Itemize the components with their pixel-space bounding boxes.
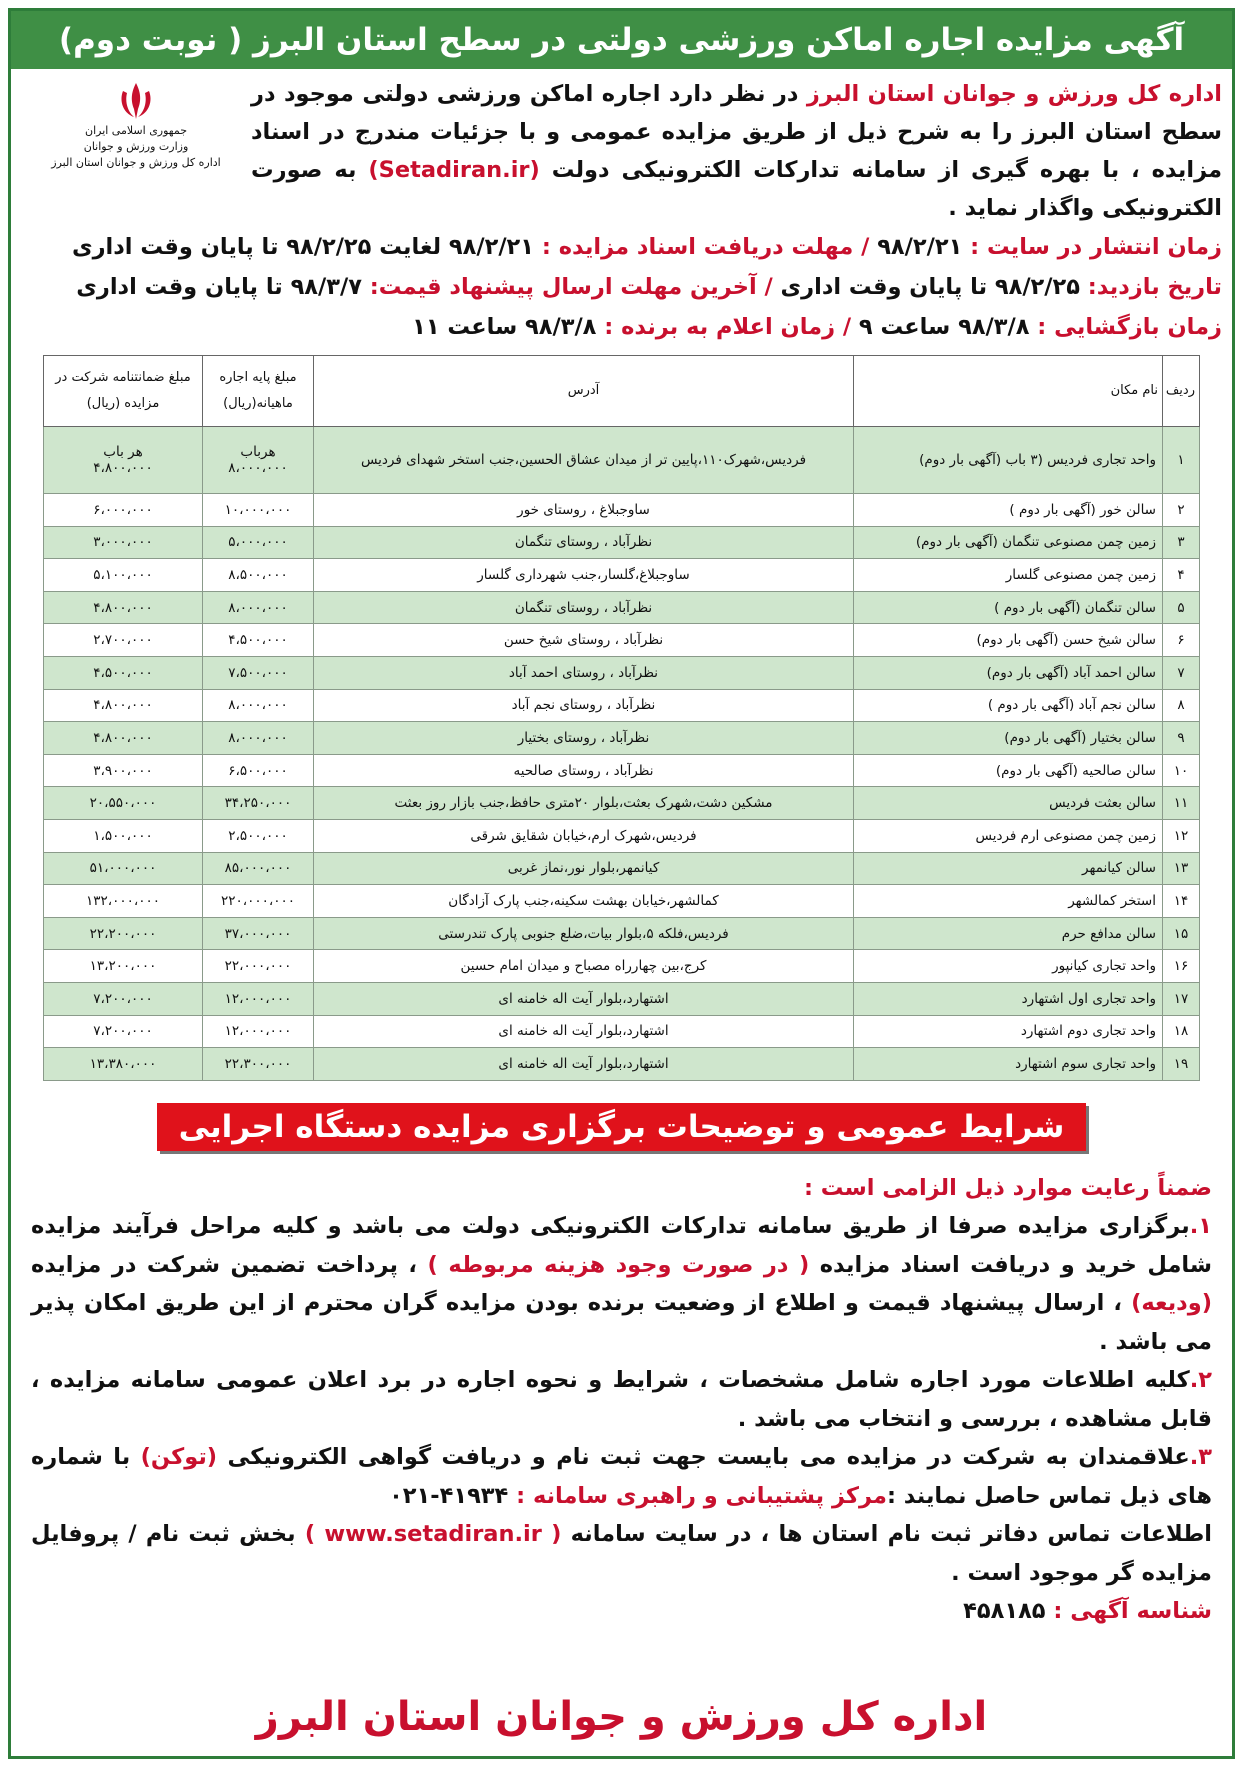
condition-4 [31,1515,1212,1592]
venue-name-text: سالن خور (آگهی بار دوم ) [1009,501,1156,518]
conditions-banner: شرایط عمومی و توضیحات برگزاری مزایده دستگاه اجرایی [157,1103,1087,1151]
table-row [44,656,1200,689]
base-rent-value: ۴،۵۰۰،۰۰۰ [228,632,288,649]
venue-address [314,787,854,820]
row-number [1163,624,1200,657]
table-row [44,722,1200,755]
base-rent [203,754,314,787]
guarantee-value: ۴،۸۰۰،۰۰۰ [93,729,153,746]
col-number: ردیف [1163,356,1200,427]
base-rent-value: ۸،۰۰۰،۰۰۰ [228,729,288,746]
condition-3-num: ۳. [1189,1444,1212,1471]
intro-text-1: در نظر دارد اجاره اماکن ورزشی دولتی موجود در سطح استان البرز را به شرح ذیل از طریق مزایده عمومی و با جزئیات مندرج در اسناد مزایده ، با بهره گیری از سامانه تدارکات الکترونیکی دولت [251,81,1223,183]
conditions-block [11,1151,1232,1631]
venue-name-text: سالن نجم آباد (آگهی بار دوم ) [987,697,1156,714]
winner-label: / زمان اعلام به برنده : [596,314,859,340]
row-number-text: ۱ [1177,452,1185,468]
table-row [44,885,1200,918]
notice-id-label: شناسه آگهی : [1045,1598,1212,1625]
venue-name [854,591,1163,624]
venue-address [314,819,854,852]
guarantee-value: ۴،۸۰۰،۰۰۰ [93,599,153,616]
notice-page [8,8,1235,1759]
venue-name [854,427,1163,494]
venue-name [854,722,1163,755]
table-row [44,427,1200,494]
base-rent-value: ۲۲،۳۰۰،۰۰۰ [224,1055,292,1072]
table-body [44,427,1200,1081]
table-row [44,559,1200,592]
venue-address [314,885,854,918]
venue-name [854,1015,1163,1048]
table-row [44,852,1200,885]
condition-1-num: ۱. [1189,1213,1212,1240]
venue-address-text: ساوجبلاغ ، روستای خور [517,501,650,518]
intro-paragraph [251,75,1222,227]
table-row [44,526,1200,559]
base-rent [203,526,314,559]
base-rent-value: ۳۴،۲۵۰،۰۰۰ [224,795,292,812]
venue-address [314,591,854,624]
table-row [44,689,1200,722]
guarantee-value: ۴،۵۰۰،۰۰۰ [93,664,153,681]
notice-id [31,1592,1212,1631]
base-rent-value: ۵،۰۰۰،۰۰۰ [228,534,288,551]
venue-address-text: فردیس،فلکه ۵،بلوار بیات،ضلع جنوبی پارک تندرستی [438,925,729,942]
banner-wrap [11,1103,1232,1151]
venue-address [314,722,854,755]
table-row [44,982,1200,1015]
table-row [44,950,1200,983]
condition-3 [31,1438,1212,1515]
condition-2-text: کلیه اطلاعات مورد اجاره شامل مشخصات ، شرایط و نحوه اجاره در برد اعلان عمومی سامانه مزایده ، قابل مشاهده ، بررسی و انتخاب می باشد . [31,1367,1212,1432]
venue-address [314,559,854,592]
venue-address [314,689,854,722]
guarantee-value: ۱۳،۳۸۰،۰۰۰ [89,1055,157,1072]
venue-address-text: نظرآباد ، روستای تنگمان [514,599,653,616]
base-rent-value: ۲۲،۰۰۰،۰۰۰ [224,958,292,975]
col-guarantee: مبلغ ضمانتنامه شرکت در مزایده (ریال) [44,356,203,427]
base-rent [203,689,314,722]
venue-address-text: اشتهارد،بلوار آیت اله خامنه ای [498,1023,669,1040]
venue-name-text: سالن شیخ حسن (آگهی بار دوم) [976,632,1156,649]
guarantee-value: ۱۳،۲۰۰،۰۰۰ [89,958,157,975]
venue-name-text: واحد تجاری اول اشتهارد [1021,990,1156,1007]
guarantee-amount [44,427,203,494]
table-row [44,819,1200,852]
row-number-text: ۲ [1177,501,1185,518]
venue-name-text: سالن کیانمهر [1082,860,1156,877]
dates-line-1 [21,227,1222,267]
venue-name [854,656,1163,689]
guarantee-value: ۱،۵۰۰،۰۰۰ [93,827,153,844]
venue-address-text: فردیس،شهرک۱۱۰،پایین تر از میدان عشاق الحسین،جنب استخر شهدای فردیس [360,452,807,468]
condition-3-text-b: با شماره های ذیل تماس حاصل نمایند : [31,1444,1212,1509]
venue-address [314,982,854,1015]
publish-label: زمان انتشار در سایت : [962,234,1222,260]
guarantee-amount [44,1048,203,1081]
table-header [44,356,1200,427]
venue-name [854,754,1163,787]
guarantee-amount [44,526,203,559]
row-number-text: ۶ [1177,632,1185,649]
venue-address [314,656,854,689]
table-row [44,1048,1200,1081]
emblem-line-1: جمهوری اسلامی ایران [84,124,188,137]
venue-address [314,1048,854,1081]
row-number [1163,722,1200,755]
venue-name [854,559,1163,592]
base-rent-value: ۸،۰۰۰،۰۰۰ [228,460,288,476]
venue-address-text: نظرآباد ، روستای صالحیه [513,762,654,779]
base-rent-value: ۱۰،۰۰۰،۰۰۰ [224,501,292,518]
venue-address [314,852,854,885]
venue-name-text: واحد تجاری دوم اشتهارد [1020,1023,1156,1040]
guarantee-value: ۴،۸۰۰،۰۰۰ [93,697,153,714]
row-number [1163,885,1200,918]
guarantee-amount [44,917,203,950]
base-rent-value: ۱۲،۰۰۰،۰۰۰ [224,1023,292,1040]
condition-1-text-c: ، ارسال پیشنهاد قیمت و اطلاع از وضعیت برنده بودن مزایده گران محترم از این طریق امکان پذیر می باشد . [31,1290,1212,1355]
row-number-text: ۴ [1177,566,1185,583]
opening-label: زمان بازگشایی : [1029,314,1222,340]
notice-title: آگهی مزایده اجاره اماکن ورزشی دولتی در سطح استان البرز ( نوبت دوم) [11,11,1232,69]
venues-table [43,355,1200,1081]
venue-address [314,917,854,950]
row-number-text: ۱۱ [1173,795,1189,812]
base-rent [203,559,314,592]
venue-name-text: سالن صالحیه (آگهی بار دوم) [995,762,1156,779]
base-rent-value: ۲۲۰،۰۰۰،۰۰۰ [221,892,295,909]
base-rent-value: ۶،۵۰۰،۰۰۰ [228,762,288,779]
guarantee-amount [44,559,203,592]
venue-address-text: اشتهارد،بلوار آیت اله خامنه ای [498,990,669,1007]
base-rent-value: ۸۵،۰۰۰،۰۰۰ [224,860,292,877]
guarantee-amount [44,950,203,983]
venue-name-text: زمین چمن مصنوعی ارم فردیس [975,827,1156,844]
venue-name [854,950,1163,983]
condition-1-note: ( در صورت وجود هزینه مربوطه ) [427,1251,810,1278]
org-name: اداره کل ورزش و جوانان استان البرز [806,81,1223,107]
venue-name-text: واحد تجاری کیانپور [1052,958,1156,975]
venue-address [314,427,854,494]
condition-1 [31,1207,1212,1361]
venue-name-text: استخر کمالشهر [1068,892,1156,909]
base-rent [203,950,314,983]
guarantee-value: ۱۳۲،۰۰۰،۰۰۰ [86,892,160,909]
dates-line-3 [21,307,1222,347]
condition-1-text-a: برگزاری مزایده صرفا از طریق سامانه تدارکات الکترونیکی دولت می باشد و کلیه مراحل فرآیند مزایده شامل خرید و دریافت اسناد مزایده [31,1213,1212,1278]
table-row [44,787,1200,820]
base-rent [203,885,314,918]
condition-3-token: (توکن) [140,1444,218,1471]
setad-url[interactable]: ( www.setadiran.ir ) [304,1521,562,1548]
row-number [1163,656,1200,689]
row-number [1163,689,1200,722]
publish-date: ۹۸/۲/۲۱ [877,234,963,260]
row-number-text: ۱۹ [1173,1055,1189,1072]
row-number [1163,494,1200,527]
row-number-text: ۱۷ [1173,990,1189,1007]
row-number-text: ۹ [1177,729,1185,746]
guarantee-amount [44,624,203,657]
base-rent [203,819,314,852]
row-number [1163,950,1200,983]
guarantee-value: ۳،۰۰۰،۰۰۰ [93,534,153,551]
guarantee-amount [44,982,203,1015]
col-address: آدرس [314,356,854,427]
row-number [1163,591,1200,624]
base-rent-value: ۳۷،۰۰۰،۰۰۰ [224,925,292,942]
venue-name [854,689,1163,722]
guarantee-note: هر باب [103,444,143,460]
col-name: نام مکان [854,356,1163,427]
base-rent [203,982,314,1015]
base-rent-value: ۷،۵۰۰،۰۰۰ [228,664,288,681]
venue-name [854,1048,1163,1081]
guarantee-value: ۵،۱۰۰،۰۰۰ [93,566,153,583]
row-number [1163,559,1200,592]
venue-address [314,494,854,527]
condition-4-text-a: اطلاعات تماس دفاتر ثبت نام استان ها ، در سایت سامانه [561,1521,1212,1548]
venue-address-text: نظرآباد ، روستای تنگمان [514,534,653,551]
venue-address [314,526,854,559]
guarantee-value: ۲۲،۲۰۰،۰۰۰ [89,925,157,942]
condition-2-num: ۲. [1189,1367,1212,1394]
row-number [1163,427,1200,494]
guarantee-amount [44,494,203,527]
row-number-text: ۱۸ [1173,1023,1189,1040]
venue-address-text: فردیس،شهرک ارم،خیابان شقایق شرقی [470,827,697,844]
row-number-text: ۱۰ [1173,762,1189,779]
venue-address-text: نظرآباد ، روستای نجم آباد [511,697,656,714]
support-phone: ۴۱۹۳۴-۰۲۱ [389,1482,509,1509]
table-row [44,591,1200,624]
base-rent [203,787,314,820]
row-number-text: ۳ [1177,534,1185,551]
venue-name-text: سالن تنگمان (آگهی بار دوم ) [994,599,1156,616]
dates-line-2 [21,267,1222,307]
venue-name-text: واحد تجاری فردیس (۳ باب (آگهی بار دوم) [919,452,1156,468]
venue-name [854,917,1163,950]
row-number-text: ۱۲ [1173,827,1189,844]
base-rent-value: ۸،۰۰۰،۰۰۰ [228,599,288,616]
venue-name-text: واحد تجاری سوم اشتهارد [1015,1055,1156,1072]
guarantee-amount [44,722,203,755]
guarantee-amount [44,787,203,820]
venue-name-text: سالن بعثت فردیس [1049,795,1156,812]
venue-name-text: زمین چمن مصنوعی گلسار [1005,566,1156,583]
docs-deadline: ۹۸/۲/۲۱ لغایت ۹۸/۲/۲۵ تا پایان وقت اداری [71,234,535,260]
base-rent [203,917,314,950]
guarantee-amount [44,885,203,918]
venue-name-text: زمین چمن مصنوعی تنگمان (آگهی بار دوم) [915,534,1156,551]
condition-1-deposit: (ودیعه) [1131,1290,1212,1317]
venue-address-text: کرج،بین چهارراه مصباح و میدان امام حسین [460,958,707,975]
row-number-text: ۱۵ [1173,925,1189,942]
guarantee-value: ۲،۷۰۰،۰۰۰ [93,632,153,649]
setad-site: (Setadiran.ir) [368,157,540,183]
guarantee-amount [44,656,203,689]
base-rent-value: ۱۲،۰۰۰،۰۰۰ [224,990,292,1007]
guarantee-amount [44,689,203,722]
opening-date: ۹۸/۳/۸ ساعت ۹ [858,314,1030,340]
row-number [1163,852,1200,885]
table-row [44,917,1200,950]
guarantee-value: ۳،۹۰۰،۰۰۰ [93,762,153,779]
venue-name-text: سالن بختیار (آگهی بار دوم) [1004,729,1156,746]
emblem-line-2: وزارت ورزش و جوانان [83,140,189,153]
venue-address [314,754,854,787]
support-center-label: مرکز پشتیبانی و راهبری سامانه : [508,1482,887,1509]
row-number-text: ۸ [1177,697,1185,714]
row-number [1163,1048,1200,1081]
row-number [1163,526,1200,559]
row-number [1163,787,1200,820]
venue-address [314,1015,854,1048]
guarantee-amount [44,819,203,852]
table-row [44,1015,1200,1048]
condition-4-text-b: بخش ثبت نام / پروفایل مزایده گر موجود است . [31,1521,1212,1586]
row-number [1163,1015,1200,1048]
venue-name [854,819,1163,852]
conditions-heading: ضمناً رعایت موارد ذیل الزامی است : [803,1174,1212,1201]
venue-address-text: نظرآباد ، روستای بختیار [517,729,650,746]
table-row [44,624,1200,657]
ministry-emblem [21,75,251,227]
winner-date: ۹۸/۳/۸ ساعت ۱۱ [412,314,597,340]
venue-address-text: ساوجبلاغ،گلسار،جنب شهرداری گلسار [477,566,690,583]
venue-name [854,624,1163,657]
base-rent-value: ۸،۰۰۰،۰۰۰ [228,697,288,714]
guarantee-amount [44,754,203,787]
notice-id-value: ۴۵۸۱۸۵ [963,1598,1046,1625]
venue-address-text: نظرآباد ، روستای شیخ حسن [503,632,664,649]
row-number-text: ۵ [1177,599,1185,616]
docs-deadline-label: / مهلت دریافت اسناد مزایده : [534,234,878,260]
visit-date: ۹۸/۲/۲۵ تا پایان وقت اداری [780,274,1080,300]
guarantee-amount [44,852,203,885]
venues-table-wrap [43,355,1200,1081]
guarantee-value: ۷،۲۰۰،۰۰۰ [93,1023,153,1040]
venue-address [314,624,854,657]
guarantee-value: ۶،۰۰۰،۰۰۰ [93,501,153,518]
base-rent [203,1015,314,1048]
base-rent-value: ۸،۵۰۰،۰۰۰ [228,566,288,583]
venue-address-text: کمالشهر،خیابان بهشت سکینه،جنب پارک آزادگان [448,892,719,909]
emblem-line-3: اداره کل ورزش و جوانان استان البرز [51,156,221,169]
venue-name [854,787,1163,820]
iran-emblem-icon [113,79,159,123]
base-rent [203,722,314,755]
venue-address [314,950,854,983]
row-number-text: ۷ [1177,664,1185,681]
guarantee-value: ۵۱،۰۰۰،۰۰۰ [89,860,157,877]
footer-org: اداره کل ورزش و جوانان استان البرز [255,1694,988,1740]
offer-deadline: ۹۸/۳/۷ تا پایان وقت اداری [76,274,362,300]
venue-address-text: کیانمهر،بلوار نور،نماز غربی [507,860,660,877]
base-rent [203,624,314,657]
condition-1-text-b: ، پرداخت تضمین شرکت در مزایده [31,1251,428,1278]
intro-text-2: به صورت الکترونیکی واگذار نماید . [251,157,1222,221]
offer-deadline-label: / آخرین مهلت ارسال پیشنهاد قیمت: [361,274,781,300]
venue-name [854,885,1163,918]
venue-name-text: سالن احمد آباد (آگهی بار دوم) [986,664,1156,681]
row-number [1163,754,1200,787]
venue-name [854,852,1163,885]
table-row [44,494,1200,527]
row-number [1163,917,1200,950]
base-rent [203,427,314,494]
row-number [1163,819,1200,852]
venue-address-text: نظرآباد ، روستای احمد آباد [508,664,659,681]
base-rent [203,852,314,885]
dates-block [11,227,1232,347]
venue-name [854,982,1163,1015]
base-rent [203,1048,314,1081]
venue-name-text: سالن مدافع حرم [1061,925,1156,942]
col-base-rent: مبلغ پایه اجاره ماهیانه(ریال) [203,356,314,427]
venue-name [854,526,1163,559]
guarantee-value: ۴،۸۰۰،۰۰۰ [93,460,153,476]
base-rent-value: ۲،۵۰۰،۰۰۰ [228,827,288,844]
guarantee-value: ۲۰،۵۵۰،۰۰۰ [89,795,157,812]
visit-label: تاریخ بازدید: [1079,274,1222,300]
venue-address-text: اشتهارد،بلوار آیت اله خامنه ای [498,1055,669,1072]
notice-header [11,69,1232,227]
condition-3-text-a: علاقمندان به شرکت در مزایده می بایست جهت ثبت نام و دریافت گواهی الکترونیکی [217,1444,1190,1471]
guarantee-value: ۷،۲۰۰،۰۰۰ [93,990,153,1007]
row-number [1163,982,1200,1015]
base-rent [203,494,314,527]
venue-address-text: مشکین دشت،شهرک بعثت،بلوار ۲۰متری حافظ،جنب بازار روز بعثت [394,795,773,812]
base-rent [203,591,314,624]
row-number-text: ۱۳ [1173,860,1189,877]
row-number-text: ۱۶ [1173,958,1189,975]
table-row [44,754,1200,787]
row-number-text: ۱۴ [1173,892,1189,909]
guarantee-amount [44,1015,203,1048]
condition-2 [31,1361,1212,1438]
base-rent-note: هرباب [240,444,276,460]
venue-name [854,494,1163,527]
guarantee-amount [44,591,203,624]
base-rent [203,656,314,689]
